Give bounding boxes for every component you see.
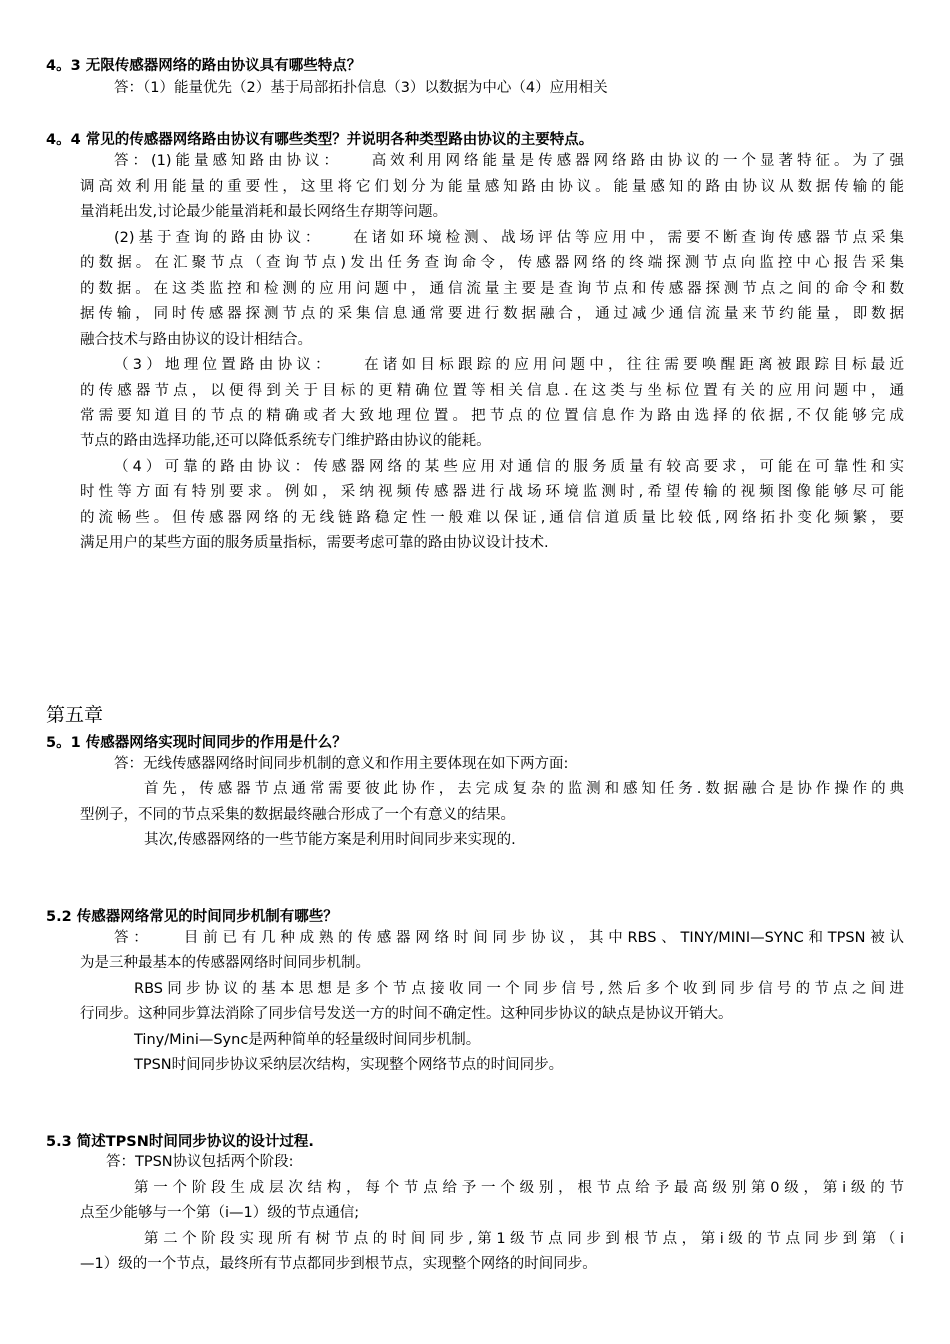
section-5-2-para1-line: 答： 目前已有几种成熟的传感器网络时间同步协议，其中RBS、TINY/MINI—SYNC和TPSN被认 — [114, 930, 904, 946]
section-4-4-para4-line: （4）可靠的路由协议：传感器网络的某些应用对通信的服务质量有较高要求，可能在可靠性和实 — [114, 459, 904, 475]
section-4-4-para3-line: 常需要知道目的节点的精确或者大致地理位置。把节点的位置信息作为路由选择的依据,不仅能够完成 — [80, 408, 904, 424]
section-5-1-para2: 其次,传感器网络的一些节能方案是利用时间同步来实现的. — [144, 832, 516, 848]
section-5-3-para1-line: 点至少能够与一个第（i—1）级的节点通信; — [80, 1205, 360, 1221]
section-5-2-title: 5.2 传感器网络常见的时间同步机制有哪些？ — [46, 909, 338, 925]
section-5-3-para1-line: 第一个阶段生成层次结构，每个节点给予一个级别，根节点给予最高级别第0级，第i级的节 — [134, 1180, 904, 1196]
section-4-4-para2-line: 融合技术与路由协议的设计相结合。 — [80, 332, 312, 348]
section-5-3-para2-line: 第二个阶段实现所有树节点的时间同步,第1级节点同步到根节点，第i级的节点同步到第（i — [144, 1231, 904, 1247]
section-5-1-answer: 答：无线传感器网络时间同步机制的意义和作用主要体现在如下两方面: — [114, 756, 569, 772]
section-5-3-answer: 答：TPSN协议包括两个阶段: — [106, 1154, 294, 1170]
section-4-4-title: 4。4 常见的传感器网络路由协议有哪些类型？并说明各种类型路由协议的主要特点。 — [46, 132, 594, 148]
section-4-4-para4-line: 时性等方面有特别要求。例如，采纳视频传感器进行战场环境监测时,希望传输的视频图像能够尽可能 — [80, 484, 904, 500]
section-5-2-para2-line: 行同步。这种同步算法消除了同步信号发送一方的时间不确定性。这种同步协议的缺点是协议开销大。 — [80, 1006, 733, 1022]
section-5-2-para2-line: RBS同步协议的基本思想是多个节点接收同一个同步信号,然后多个收到同步信号的节点之间进 — [134, 981, 904, 997]
section-5-1-title: 5。1 传感器网络实现时间同步的作用是什么？ — [46, 735, 347, 751]
section-5-1-para1-line: 型例子，不同的节点采集的数据最终融合形成了一个有意义的结果。 — [80, 807, 515, 823]
section-5-2-para4: TPSN时间同步协议采纳层次结构，实现整个网络节点的时间同步。 — [134, 1057, 564, 1073]
section-4-3-title: 4。3 无限传感器网络的路由协议具有哪些特点？ — [46, 58, 362, 74]
section-4-4-para1-line: 量消耗出发,讨论最少能量消耗和最长网络生存期等问题。 — [80, 204, 448, 220]
section-4-4-para4-line: 满足用户的某些方面的服务质量指标，需要考虑可靠的路由协议设计技术. — [80, 535, 549, 551]
section-4-4-para2-line: 据传输，同时传感器探测节点的采集信息通常要进行数据融合，通过减少通信流量来节约能量，即数据 — [80, 306, 904, 322]
section-4-4-para2-line: (2)基于查询的路由协议： 在诸如环境检测、战场评估等应用中，需要不断查询传感器节点采集 — [114, 230, 904, 246]
section-4-4-para4-line: 的流畅些。但传感器网络的无线链路稳定性一般难以保证,通信信道质量比较低,网络拓扑变化频繁，要 — [80, 510, 904, 526]
chapter-heading: 第五章 — [46, 704, 104, 726]
section-4-4-para2-line: 的数据。在汇聚节点（查询节点)发出任务查询命令，传感器网络的终端探测节点向监控中心报告采集 — [80, 255, 904, 271]
section-5-2-para1-line: 为是三种最基本的传感器网络时间同步机制。 — [80, 955, 370, 971]
section-5-2-para3: Tiny/Mini—Sync是两种简单的轻量级时间同步机制。 — [134, 1032, 481, 1048]
section-4-4-para2-line: 的数据。在这类监控和检测的应用问题中，通信流量主要是查询节点和传感器探测节点之间的命令和数 — [80, 281, 904, 297]
section-4-3-answer: 答：（1）能量优先（2）基于局部拓扑信息（3）以数据为中心（4）应用相关 — [114, 80, 608, 96]
section-4-4-para3-line: （3）地理位置路由协议： 在诸如目标跟踪的应用问题中，往往需要唤醒距离被跟踪目标最近 — [114, 357, 904, 373]
section-4-4-para3-line: 节点的路由选择功能,还可以降低系统专门维护路由协议的能耗。 — [80, 433, 491, 449]
section-4-4-para3-line: 的传感器节点，以便得到关于目标的更精确位置等相关信息.在这类与坐标位置有关的应用问题中，通 — [80, 383, 904, 399]
section-4-4-para1-line: 调高效利用能量的重要性，这里将它们划分为能量感知路由协议。能量感知的路由协议从数据传输的能 — [80, 179, 904, 195]
section-5-3-para2-line: —1）级的一个节点，最终所有节点都同步到根节点，实现整个网络的时间同步。 — [80, 1256, 597, 1272]
section-5-1-para1-line: 首先，传感器节点通常需要彼此协作，去完成复杂的监测和感知任务.数据融合是协作操作的典 — [144, 781, 904, 797]
section-5-3-title: 5.3 简述TPSN时间同步协议的设计过程. — [46, 1134, 314, 1150]
section-4-4-para1-line: 答：(1)能量感知路由协议： 高效利用网络能量是传感器网络路由协议的一个显著特征。为了强 — [114, 153, 904, 169]
